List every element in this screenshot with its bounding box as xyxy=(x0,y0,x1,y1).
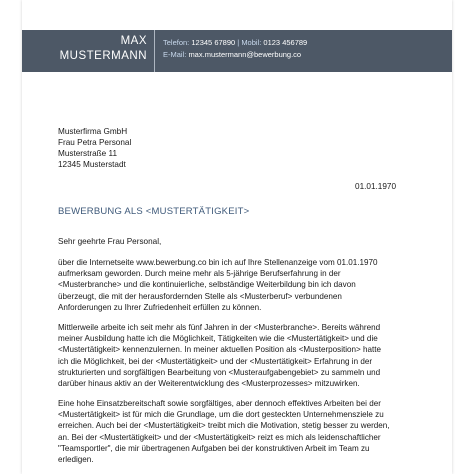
paragraph-line: erreichen. Auch bei der <Mustertätigkeit> treibt mich die Motivation, stetig besser zu werden, xyxy=(58,421,390,431)
name-last: MUSTERMANN xyxy=(59,50,147,62)
recipient-address xyxy=(58,126,131,170)
paragraph-1 xyxy=(58,257,443,313)
paragraph-line: darüber hinaus aktiv an der Weiterentwicklung des <Musterprozesses> mitzuwirken. xyxy=(58,379,360,389)
recipient-street: Musterstraße 11 xyxy=(58,149,117,158)
email-label: E-Mail: xyxy=(163,50,187,59)
paragraph-line: strukturierten und sorgfältigen Bearbeitung von <Musteraufgabengebiet> zu sammeln und xyxy=(58,367,381,377)
mobile-value: 0123 456789 xyxy=(263,38,308,47)
paragraph-line: Mittlerweile arbeite ich seit mehr als fünf Jahren in der <Musterbranche>. Bereits während xyxy=(58,323,381,332)
paragraph-line: Anforderungen zu Ihrer Zufriedenheit erfüllen zu können. xyxy=(58,302,262,312)
paragraph-2 xyxy=(58,322,443,389)
paragraph-line: aufmerksam geworden. Durch meine mehr als 5-jährige Berufserfahrung in der xyxy=(58,269,341,279)
paragraph-line: an. Bei der <Mustertätigkeit> und der <Mustertätigkeit> reizt es mich als leidenschaftlicher xyxy=(58,432,381,442)
phone-value: 12345 67890 xyxy=(191,38,236,47)
letter-subject: BEWERBUNG ALS <MUSTERTÄTIGKEIT> xyxy=(58,206,250,217)
letter-header xyxy=(22,30,452,72)
paragraph-line: Eine hohe Einsatzbereitschaft sowie sorgfältiges, aber dennoch effektives Arbeiten bei der xyxy=(58,399,381,408)
contact-separator: | xyxy=(237,38,240,47)
header-divider xyxy=(154,30,155,72)
paragraph-line: <Mustertätigkeit> ist für mich die Grundlage, um die dort gesteckten Unternehmensziele zu xyxy=(58,410,384,420)
phone-label: Telefon: xyxy=(163,38,190,47)
recipient-city: 12345 Musterstadt xyxy=(58,160,126,169)
recipient-company: Musterfirma GmbH xyxy=(58,127,128,136)
recipient-person: Frau Petra Personal xyxy=(58,138,132,147)
paragraph-line: erledigen. xyxy=(58,455,94,465)
name-first: MAX xyxy=(120,35,147,47)
paragraph-line: über die Internetseite www.bewerbung.co bin ich auf Ihre Stellenanzeige vom 01.01.1970 xyxy=(58,258,378,267)
salutation: Sehr geehrte Frau Personal, xyxy=(58,237,162,246)
letter-page xyxy=(22,0,452,474)
paragraph-line: <Musterbranche> und die kontinuierliche, selbständige Weiterbildung bin ich davon xyxy=(58,280,356,290)
paragraph-line: <Mustertätigkeit> kennenzulernen. In meiner aktuellen Position als <Musterposition> hatte xyxy=(58,345,382,355)
mobile-label: Mobil: xyxy=(241,38,262,47)
paragraph-line: ich die Möglichkeit, bei der <Mustertätigkeit> und der <Mustertätigkeit> Erfahrung in der xyxy=(58,356,373,366)
contact-phone-line xyxy=(163,38,307,47)
contact-email-line xyxy=(163,50,301,59)
paragraph-line: überzeugt, die mit der herausfordernden Stelle als <Musterberuf> verbundenen xyxy=(58,291,342,301)
paragraph-3 xyxy=(58,398,443,465)
email-value: max.mustermann@bewerbung.co xyxy=(188,50,302,59)
letter-date: 01.01.1970 xyxy=(355,182,396,191)
paragraph-line: "Teamsportler", die mir übertragenen Aufgaben bei der konstruktiven Arbeit im Team zu xyxy=(58,443,370,453)
paragraph-line: meiner Ausbildung hatte ich die Möglichkeit, Tätigkeiten wie die <Mustertätigkeit> und die xyxy=(58,334,378,344)
